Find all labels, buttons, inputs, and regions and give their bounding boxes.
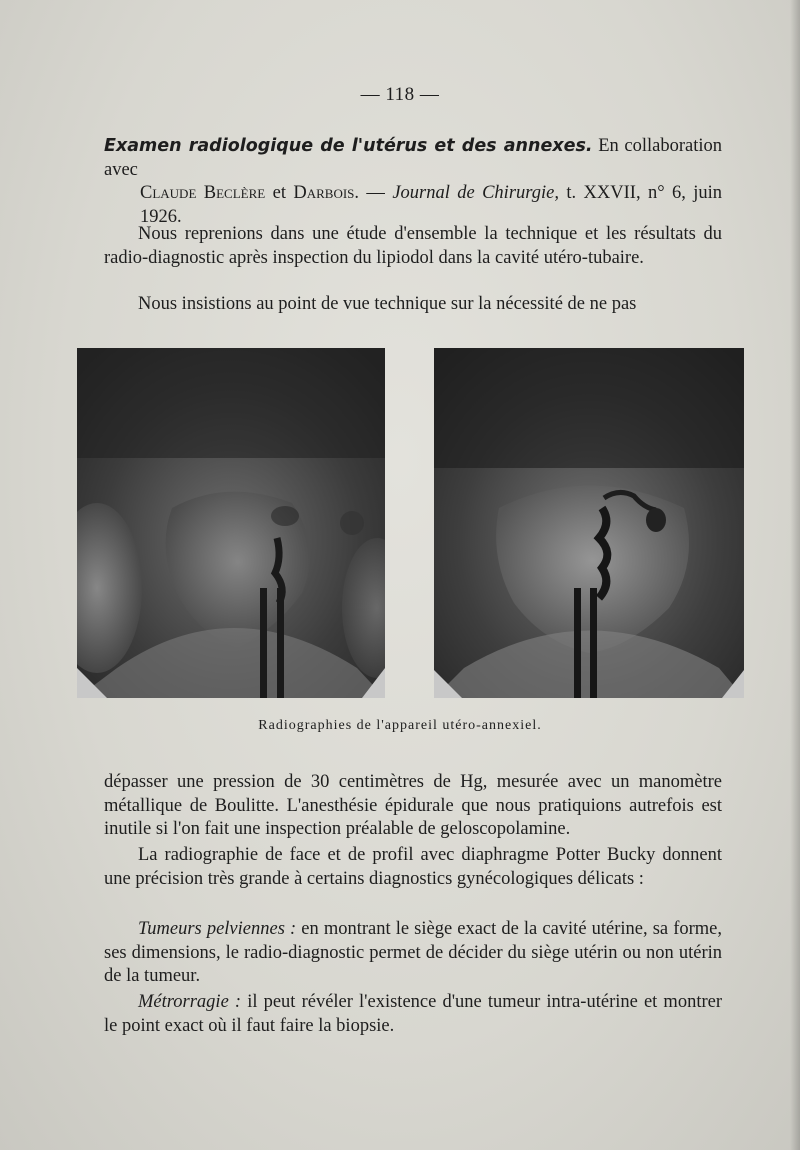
- figure-caption: Radiographies de l'appareil utéro-annexiel.: [258, 718, 542, 733]
- radiograph-left: [77, 348, 385, 698]
- page-edge-shadow: [790, 0, 800, 1150]
- radiograph-right: [434, 348, 744, 698]
- paragraph-text: Nous reprenions dans une étude d'ensemble la technique et les résultats du radio-diagnostic après inspection du lipiodol dans la cavité utéro-tubaire.: [104, 224, 722, 268]
- reference-volume: t. XXVII, n° 6, juin 1926.: [140, 183, 723, 227]
- paragraph-label: Métrorragie :: [138, 992, 242, 1012]
- page-number: — 118 —: [360, 84, 440, 105]
- reference-author-1: Claude Beclère: [140, 183, 266, 203]
- paragraph-text: La radiographie de face et de profil avec diaphragme Potter Bucky donnent une précision très grande à certains diagnostics gynécologiques délicats :: [104, 845, 722, 889]
- radiograph-right-image: [434, 348, 744, 698]
- reference-title: Examen radiologique de l'utérus et des annexes.: [104, 136, 593, 156]
- radiograph-left-image: [77, 348, 385, 698]
- paragraph-text: [104, 991, 722, 1038]
- paragraph-text: dépasser une pression de 30 centimètres de Hg, mesurée avec un manomètre métallique de Boulitte. L'anesthésie épidurale que nous pratiquions autrefois est inutile si l'on fait une inspection préalable de geloscopolamine.: [104, 772, 722, 839]
- reference-dash: —: [366, 183, 385, 203]
- paragraph-text: Nous insistions au point de vue technique sur la nécessité de ne pas: [138, 294, 637, 314]
- paragraph-body: en montrant le siège exact de la cavité utérine, sa forme, ses dimensions, le radio-diagnostic permet de décider du siège utérin ou non utérin de la tumeur.: [104, 919, 723, 986]
- paragraph-pressure: [104, 771, 722, 842]
- paragraph-technique: [104, 293, 722, 317]
- paragraph-tumeurs: [104, 918, 722, 989]
- paragraph-intro: [104, 223, 722, 270]
- reference-joiner: et: [272, 183, 286, 203]
- reference-details-line: [104, 182, 722, 229]
- paragraph-label: Tumeurs pelviennes :: [138, 919, 297, 939]
- reference-author-2: Darbois.: [293, 183, 360, 203]
- paragraph-body: il peut révéler l'existence d'une tumeur intra-utérine et montrer le point exact où il faut faire la biopsie.: [104, 992, 722, 1036]
- reference-collab: En collaboration avec: [104, 136, 723, 180]
- paragraph-text: [104, 918, 722, 989]
- reference-journal: Journal de Chirurgie,: [392, 183, 560, 203]
- paragraph-metrorragie: [104, 991, 722, 1038]
- bibliographic-reference: [104, 135, 722, 229]
- paragraph-radiography: [104, 844, 722, 891]
